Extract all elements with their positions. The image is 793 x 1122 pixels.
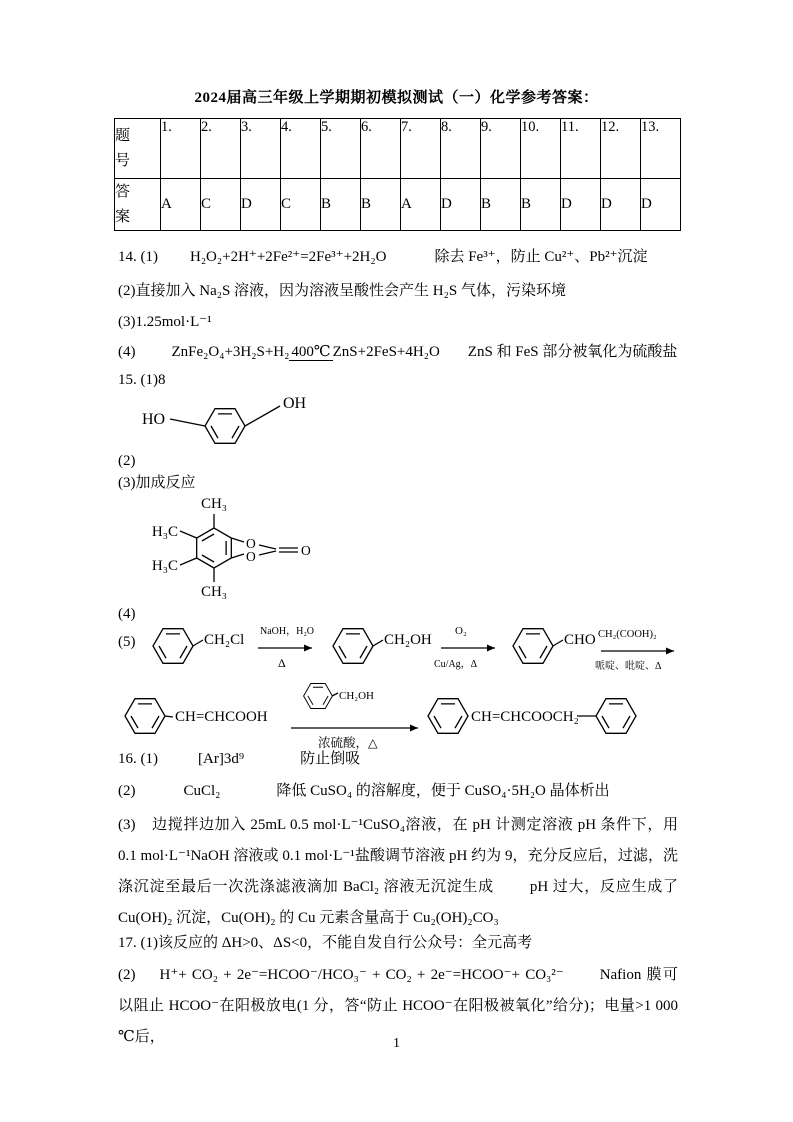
- q16-answer-3: [118, 810, 678, 934]
- condition1-bottom: Δ: [278, 656, 286, 670]
- answer-row: [115, 179, 681, 231]
- methyl-top-label: CH₃: [200, 496, 228, 512]
- answer-cell: D: [641, 179, 681, 231]
- q17-a2-note2: 阻止 HCOO⁻在阳极放电(1 分，答“防止 HCOO⁻在阳极被氧化”给分)；电量>1 000 ℃后，: [118, 998, 678, 1045]
- question-row-label: 题号: [115, 127, 131, 169]
- q17-answer-1: 17. (1)该反应的 ΔH>0、ΔS<0，不能自发自行公众号：全元高考: [118, 935, 533, 951]
- methyl-upperleft-label: H₃C: [151, 524, 178, 540]
- benzene-ring: [333, 629, 373, 664]
- benzene-ring: [428, 699, 468, 734]
- qnum-cell: 9.: [481, 119, 521, 179]
- answer-cell: D: [601, 179, 641, 231]
- qnum-cell: 1.: [161, 119, 201, 179]
- answer-cell: B: [361, 179, 401, 231]
- condition3-bottom: 哌啶、吡啶、Δ: [595, 661, 662, 672]
- condition-bottom: 浓硫酸，△: [318, 736, 378, 750]
- qnum-cell: 6.: [361, 119, 401, 179]
- q16-a1-value: [Ar]3d⁹: [198, 751, 245, 767]
- q16-a3-text: 边搅拌边加入 25mL 0.5 mol·L⁻¹CuSO₄溶液，在 pH 计测定溶液 pH 条件下，用 0.1 mol·L⁻¹NaOH 溶液或 0.1 mol·L⁻¹盐酸调节溶液 pH 约为 9，充分反应后，过滤，洗涤沉淀至最后一次洗涤滤液滴加 BaCl₂ 溶液无沉淀生成: [118, 817, 678, 895]
- methyl-lowerleft-label: H₃C: [151, 558, 178, 574]
- reaction-scheme-row2: [118, 680, 680, 752]
- condition3-top: CH₂(COOH)₂: [598, 629, 657, 640]
- qnum-cell: 3.: [241, 119, 281, 179]
- q14-answer-3: (3)1.25mol·L⁻¹: [118, 314, 212, 330]
- q15-answer-5-label: (5): [118, 634, 136, 650]
- hydroxyl-right-label: OH: [283, 395, 307, 412]
- answer-cell: B: [481, 179, 521, 231]
- page-title: 2024届高三年级上学期期初模拟测试（一）化学参考答案：: [194, 90, 599, 106]
- answer-cell: B: [321, 179, 361, 231]
- reaction-scheme-row1: [148, 610, 688, 680]
- structure-tetramethyl-benzodioxolone: [126, 490, 361, 608]
- q14-a1-equation: H₂O₂+2H⁺+2Fe²⁺=2Fe³⁺+2H₂O: [190, 249, 387, 265]
- bond-lines: [193, 640, 563, 646]
- q17-a2-note1: Nafion 膜可以: [118, 967, 678, 1014]
- answer-cell: D: [441, 179, 481, 231]
- qnum-cell: 13.: [641, 119, 681, 179]
- q15-answer-1: 15. (1)8: [118, 372, 166, 388]
- answer-cell: D: [241, 179, 281, 231]
- benzene-ring: [197, 528, 232, 568]
- page-number: 1: [393, 1036, 400, 1051]
- group-ch2oh-label: CH₂OH: [384, 632, 432, 648]
- q14-a1-label: 14. (1): [118, 249, 158, 265]
- q15-answer-4: (4): [118, 606, 136, 622]
- answer-row-label-cell: [115, 179, 161, 231]
- benzene-ring-small: [304, 684, 333, 709]
- q16-a1-note: 防止倒吸: [300, 751, 361, 767]
- qnum-cell: 10.: [521, 119, 561, 179]
- methyl-bottom-label: CH₃: [200, 584, 228, 600]
- q16-a3-label: (3): [118, 817, 136, 833]
- answer-table: [114, 118, 681, 231]
- qnum-cell: 11.: [561, 119, 601, 179]
- reactant-cinnamic-label: CH=CHCOOH: [175, 709, 268, 725]
- benzene-ring: [596, 699, 636, 734]
- answer-cell: C: [281, 179, 321, 231]
- condition1-top: NaOH，H₂O: [260, 626, 315, 637]
- q17-a2-equation: H⁺+ CO₂ + 2e⁻=HCOO⁻/HCO₃⁻ + CO₂ + 2e⁻=HCOO⁻+ CO₃²⁻: [159, 967, 564, 983]
- qnum-cell: 2.: [201, 119, 241, 179]
- qnum-cell: 5.: [321, 119, 361, 179]
- product-ester-label: CH=CHCOOCH₂: [471, 709, 579, 725]
- q16-answer-1: [118, 748, 682, 770]
- q14-a4-equation-right: ZnS+2FeS+4H₂O: [332, 344, 440, 360]
- qnum-cell: 7.: [401, 119, 441, 179]
- bond-lines: [180, 514, 298, 582]
- q15-answer-2: (2): [118, 453, 136, 469]
- answer-cell: A: [161, 179, 201, 231]
- hydroxyl-left-label: HO: [142, 411, 166, 428]
- structure-benzenedimethanol: [130, 393, 345, 451]
- oxygen-carbonyl-label: O: [301, 543, 311, 558]
- benzene-ring: [125, 699, 165, 734]
- answer-cell: A: [401, 179, 441, 231]
- answer-cell: D: [561, 179, 601, 231]
- q14-a4-equation-left: ZnFe₂O₄+3H₂S+H₂: [171, 344, 290, 360]
- q16-a2-label: (2): [118, 783, 136, 799]
- answer-cell: B: [521, 179, 561, 231]
- oxygen-lower-label: O: [246, 549, 256, 564]
- qnum-cell: 8.: [441, 119, 481, 179]
- oxygen-upper-label: O: [246, 536, 256, 551]
- q17-a2-label: (2): [118, 967, 136, 983]
- question-number-row: [115, 119, 681, 179]
- q14-answer-4: [118, 341, 682, 363]
- benzene-ring: [205, 409, 245, 444]
- q16-a3-note: pH 过大，反应生成了 Cu(OH)₂ 沉淀，Cu(OH)₂ 的 Cu 元素含量高于 Cu₂(OH)₂CO₃: [118, 879, 678, 926]
- benzene-ring: [153, 629, 193, 664]
- q16-a1-label: 16. (1): [118, 751, 158, 767]
- condition2-top: O₂: [455, 625, 467, 637]
- reagent-ch2oh-label: CH₂OH: [339, 690, 375, 702]
- qnum-cell: 4.: [281, 119, 321, 179]
- q14-a4-note: ZnS 和 FeS 部分被氧化为硫酸盐: [467, 344, 678, 360]
- answer-row-label: 答案: [115, 183, 131, 225]
- q14-a1-note: 除去 Fe³⁺，防止 Cu²⁺、Pb²⁺沉淀: [434, 249, 648, 265]
- q14-answer-2: (2)直接加入 Na₂S 溶液，因为溶液呈酸性会产生 H₂S 气体，污染环境: [118, 283, 566, 299]
- q14-a4-label: (4): [118, 344, 136, 360]
- reaction-arrows: [258, 648, 674, 651]
- q14-a4-condition: 400℃: [291, 344, 331, 360]
- question-row-label-cell: [115, 119, 161, 179]
- q15-answer-3: (3)加成反应: [118, 475, 196, 491]
- q16-a2-note: 降低 CuSO₄ 的溶解度，便于 CuSO₄·5H₂O 晶体析出: [276, 783, 610, 799]
- answer-cell: C: [201, 179, 241, 231]
- group-cho-label: CHO: [564, 632, 596, 648]
- group-ch2cl-label: CH₂Cl: [204, 632, 245, 648]
- qnum-cell: 12.: [601, 119, 641, 179]
- benzene-ring: [513, 629, 553, 664]
- condition2-bottom: Cu/Ag，Δ: [434, 659, 478, 670]
- q16-a2-value: CuCl₂: [183, 783, 221, 799]
- q14-answer-1: [118, 246, 682, 268]
- q16-answer-2: [118, 780, 682, 802]
